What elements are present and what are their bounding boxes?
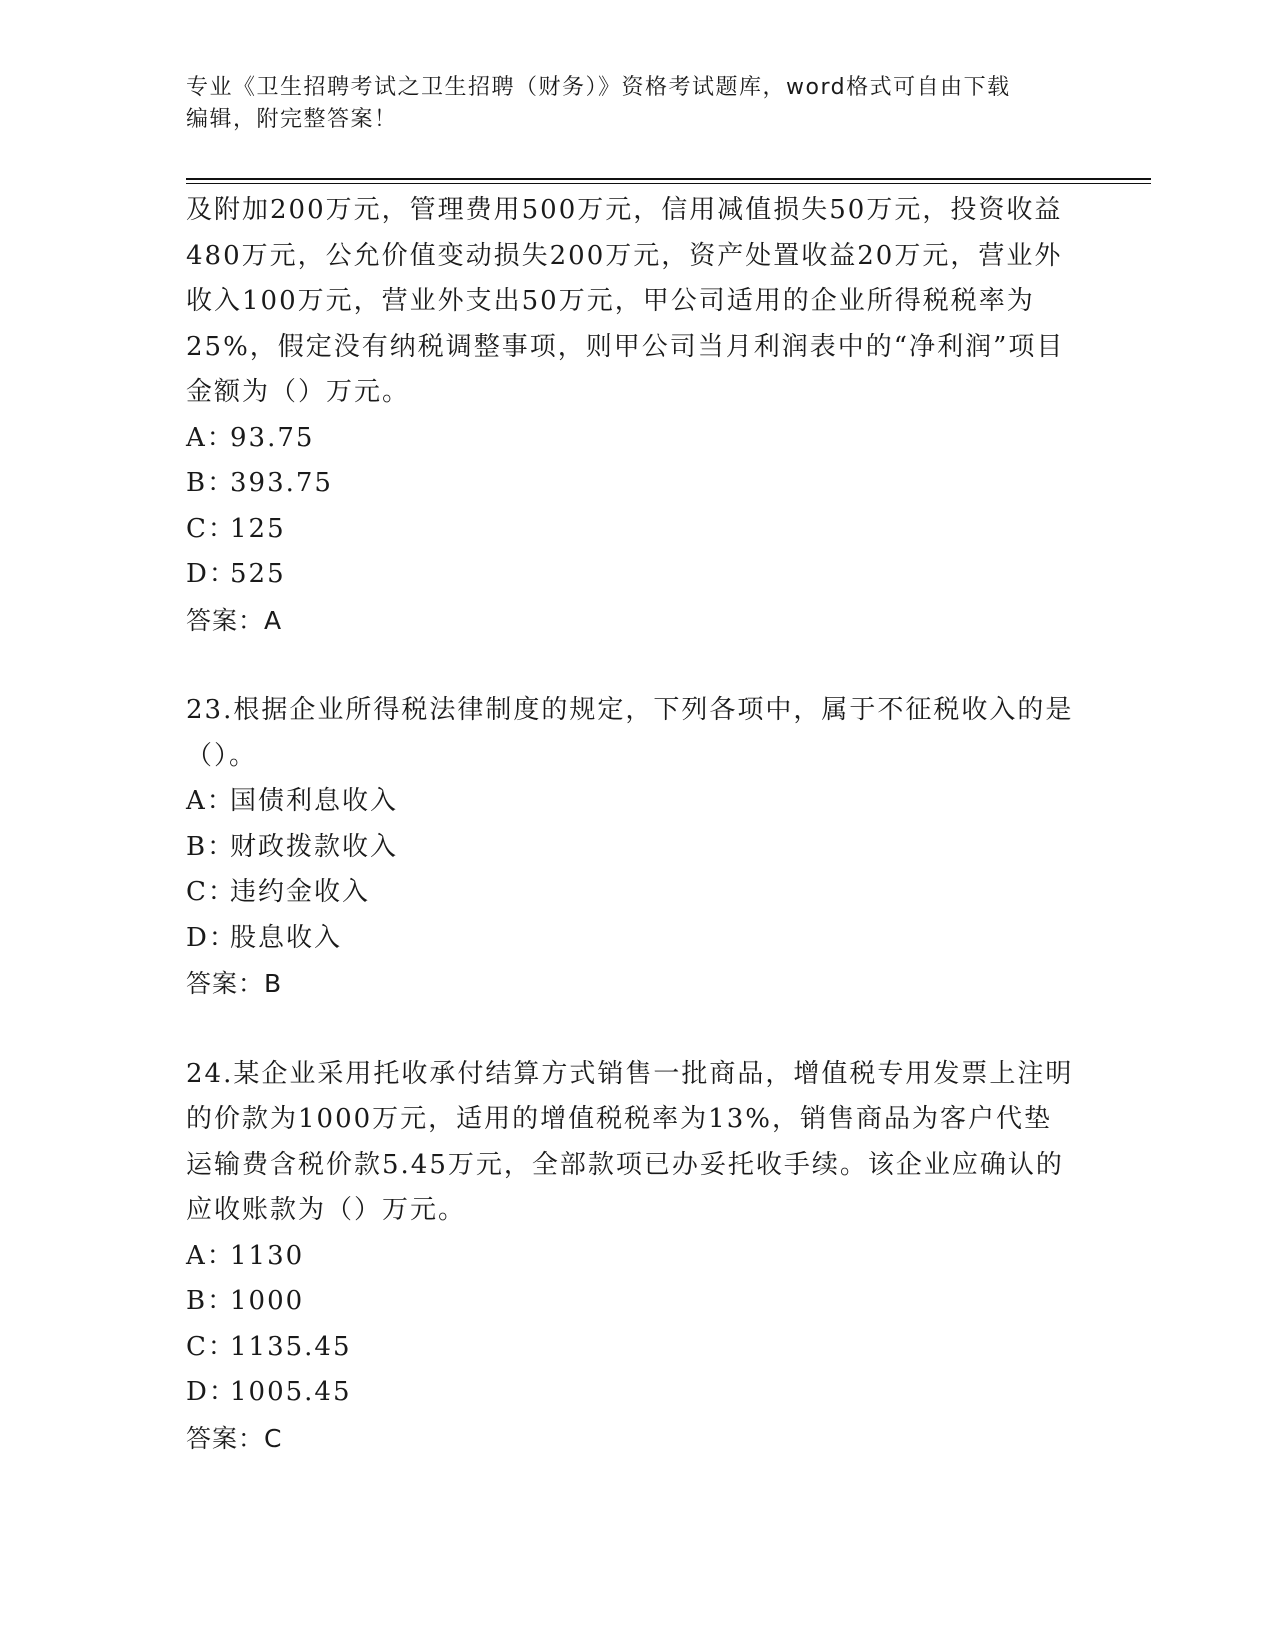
- option-text: 1135.45: [230, 1331, 352, 1362]
- question-block-22: [186, 188, 1076, 643]
- option-a: [186, 1234, 1076, 1280]
- option-b: [186, 1279, 1076, 1325]
- question-content: [186, 188, 1076, 1461]
- option-key: B：: [186, 831, 236, 862]
- document-header: [186, 72, 1066, 136]
- option-text: 525: [230, 559, 286, 589]
- option-key: B：: [186, 1286, 236, 1316]
- answer-line: 答案：C: [186, 1423, 283, 1453]
- spacer: [186, 643, 1076, 688]
- question-block-23: [186, 688, 1076, 1007]
- option-b: [186, 825, 1076, 871]
- option-key: C：: [186, 1331, 236, 1362]
- option-key: D：: [186, 922, 237, 953]
- option-text: 1000: [230, 1286, 305, 1316]
- option-text: 393.75: [230, 468, 333, 498]
- answer-line: 答案：A: [186, 605, 283, 635]
- option-key: D：: [186, 1377, 237, 1407]
- option-d: [186, 916, 1076, 962]
- header-line-2: 编辑，附完整答案！: [186, 107, 398, 132]
- header-rule-thick: [186, 178, 1151, 180]
- option-text: 1005.45: [230, 1377, 352, 1407]
- option-text: 违约金收入: [230, 877, 371, 907]
- spacer: [186, 1007, 1076, 1052]
- option-key: C：: [186, 513, 236, 544]
- option-c: [186, 507, 1076, 553]
- option-key: A：: [186, 422, 235, 453]
- option-d: [186, 1370, 1076, 1416]
- option-d: [186, 552, 1076, 598]
- question-text: 24.某企业采用托收承付结算方式销售一批商品，增值税专用发票上注明的价款为1000万元，适用的增值税税率为13%，销售商品为客户代垫运输费含税价款5.45万元，全部款项已办妥托收手续。该企业应确认的应收账款为（）万元。: [186, 1058, 1074, 1225]
- option-a: [186, 779, 1076, 825]
- question-text: 23.根据企业所得税法律制度的规定，下列各项中，属于不征税收入的是（）。: [186, 695, 1074, 771]
- option-a: [186, 416, 1076, 462]
- option-c: [186, 870, 1076, 916]
- option-key: B：: [186, 468, 236, 498]
- header-rule-thin: [186, 183, 1151, 184]
- option-text: 93.75: [230, 422, 315, 453]
- option-key: C：: [186, 877, 236, 907]
- option-c: [186, 1325, 1076, 1371]
- option-key: A：: [186, 786, 235, 816]
- option-text: 国债利息收入: [230, 786, 399, 816]
- header-line-1: 专业《卫生招聘考试之卫生招聘（财务）》资格考试题库，word格式可自由下载: [186, 75, 1011, 100]
- option-text: 125: [230, 513, 286, 544]
- answer-line: 答案：B: [186, 969, 283, 998]
- option-text: 财政拨款收入: [230, 831, 399, 862]
- option-text: 股息收入: [230, 922, 343, 953]
- option-b: [186, 461, 1076, 507]
- question-text: 及附加200万元，管理费用500万元，信用减值损失50万元，投资收益480万元，公允价值变动损失200万元，资产处置收益20万元，营业外收入100万元，营业外支出50万元，甲公司适用的企业所得税税率为25%，假定没有纳税调整事项，则甲公司当月利润表中的“净利润”项目金额为（）万元。: [186, 195, 1065, 407]
- option-text: 1130: [230, 1240, 305, 1271]
- option-key: A：: [186, 1240, 235, 1271]
- option-key: D：: [186, 559, 237, 589]
- question-block-24: [186, 1052, 1076, 1462]
